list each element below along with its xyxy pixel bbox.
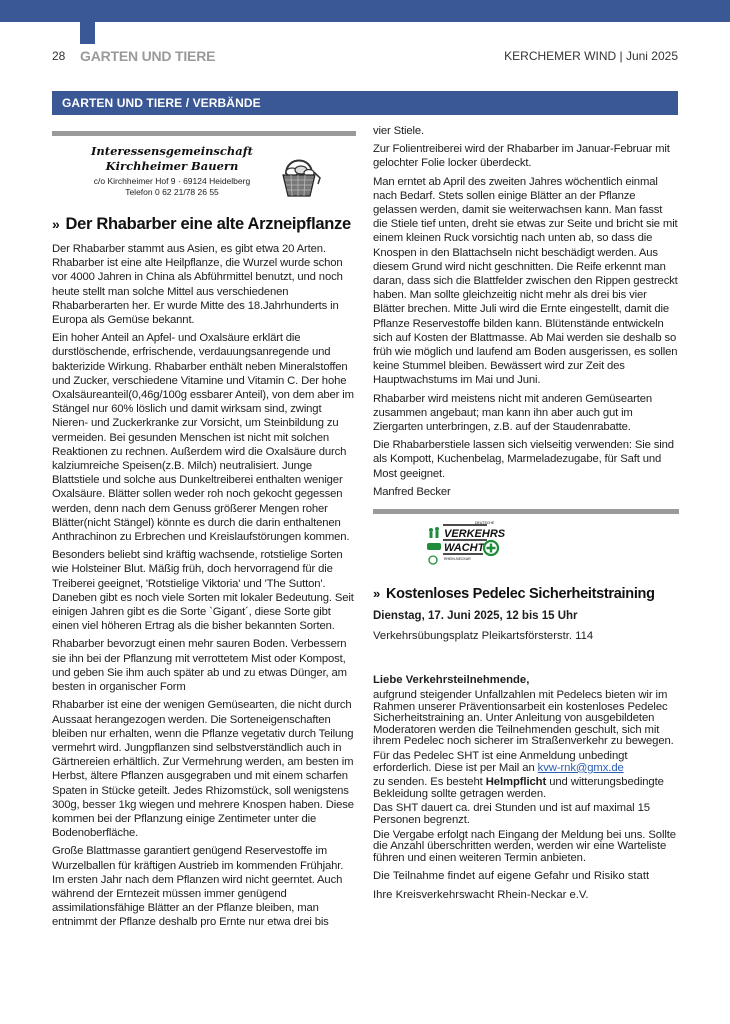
article-paragraph [373,751,679,774]
right-column [373,124,679,902]
ig-address: c/o Kirchheimer Hof 9 · 69124 Heidelberg [93,176,251,186]
email-link[interactable]: kvw-rnk@gmx.de [537,761,624,774]
ig-name-line2: Kirchheimer Bauern [105,159,239,173]
article-paragraph: Große Blattmasse garantiert genügend Reservestoffe im Wurzelballen für kräftigen Austrieb im kommenden Frühjahr. Im ersten Jahr nach dem Pflanzen wird nicht geerntet. Auch während der Erntezeit müssen immer genügend assimilationsfähige Blätter an der Pflanze bleiben, man entnimmt der Pflanze deshalb pro Ernte nur etwa drei bis [52,845,344,929]
basket-icon [274,150,324,200]
article-paragraph: Rhabarber wird meistens nicht mit anderen Gemüsearten zusammen angebaut; man kann ihn aber auch gut im Ziergarten unterbringen, z.B. auf der Staudenrabatte. [373,392,653,434]
page-number: 28 [52,49,66,63]
ig-name-line1: Interessensgemeinschaft [91,144,253,158]
verkehrswacht-logo-icon [425,520,505,572]
top-banner-tab [80,22,95,44]
ig-logo-block [52,144,356,214]
article-paragraph: aufgrund steigender Unfallzahlen mit Pedelecs bieten wir im Rahmen unserer Präventionsarbeit ein kostenloses Pedelec Sicherheitstraining an. Unter Anleitung von ausgebildeten Moderatoren werden die Teilnehmenden geschult, sich mit ihrem Pedelec noch sicherer im Straßenverkehr zu bewegen. [373,689,674,748]
section-bar-label: GARTEN UND TIERE / VERBÄNDE [62,96,261,110]
divider-rule [52,131,356,136]
svg-text:DEUTSCHE: DEUTSCHE [475,521,495,526]
paragraph-text: zu senden. Es besteht [373,776,486,789]
svg-text:WACHT: WACHT [444,542,485,555]
article-paragraph: Die Teilnahme findet auf eigene Gefahr und Risiko statt [373,870,650,883]
emphasis-text: Helmpflicht [485,776,547,789]
article-paragraph: Ein hoher Anteil an Apfel- und Oxalsäure erklärt die durstlöschende, erfrischende, verdauungsanregende und bakterizide Wirkung. Rhabarber enthält neben Mineralstoffen und Zucker, verschiedene Vitamine und Vitamin C. Der hohe Oxalsäureanteil(0,46g/100g essbarer Anteil), von dem aber im Stängel nur 60% löslich und damit wirksam sind, zwingt Nieren- und Zuckerkranke zur Vorsicht, um Steinbildung zu vermeiden. Bei gesunden Menschen ist nicht mit solchen Reaktionen zu rechnen. Außerdem wird die Oxalsäure durch kalziumreiche Speisen(z.B. Milch) neutralisiert. Junge Blattstiele und solche aus Dunkeltreiberei enthalten weniger Oxalsäure. Blätter sollen weder roh noch gekocht gegessen werden, denn nach dem Genuss größerer Mengen roher Blätter(nicht Stängel) könnte es durch die darin enthaltenen Anthrachinon zu Erbrechen und Kreislaufstörungen kommen. [52,332,354,544]
article-title-pedelec [373,585,679,603]
article-paragraph: Rhabarber ist eine der wenigen Gemüsearten, die nicht durch Aussaat herangezogen werden. Die Sorteneigenschaften bleiben nur erhalten, wenn die Pflanze vegetativ durch Teilung vermehrt wird. Jungpflanzen sind selbstverständlich auch in Gärtnereien erhältlich. Zur Vermehrung werden, am besten im Herbst, ältere Pflanzen ausgegraben und mit einem scharfen Spaten in Stücke geteilt. Jedes Rhizomstück, soll wenigstens 300g, besser 1kg wiegen und mehrere Knospen haben. Diese kommen bei der Pflanzung einige Zentimeter unter die Bodenoberfläche. [52,699,354,840]
title-text: Der Rhabarber eine alte Arzneipflanze [65,215,351,233]
article-paragraph: Rhabarber bevorzugt einen mehr sauren Boden. Verbessern sie ihn bei der Pflanzung mit verrottetem Mist oder Kompost, und geben Sie ihm auch später ab und zu etwas Dünger, am besten in organischer Form [52,638,347,694]
article-paragraph: Der Rhabarber stammt aus Asien, es gibt etwa 20 Arten. Rhabarber ist eine alte Heilpflanze, die Wurzel wurde schon vor 4000 Jahren in China als Abführmittel benutzt, und noch heute stellt man solche Mittel aus verschiedenen Rhabarberarten her. Er wurde Mitte des 18.Jahrhunderts in Europa als Gemüse bekannt. [52,243,343,327]
title-text: Kostenloses Pedelec Sicherheitstraining [385,586,655,603]
article-title-rhabarber [52,214,356,234]
article-paragraph: Die Rhabarberstiele lassen sich vielseitig verwenden: Sie sind als Kompott, Kuchenbelag, Marmeladezugabe, für Saft und Most geeignet. [373,439,674,480]
svg-text:RHEIN-NECKAR: RHEIN-NECKAR [444,557,471,562]
article-author: Manfred Becker [373,485,451,498]
section-bar [52,91,678,115]
ig-name [52,144,292,174]
title-marker: » [373,586,380,602]
divider-rule [373,509,679,514]
article-paragraph: Das SHT dauert ca. drei Stunden und ist auf maximal 15 Personen begrenzt. [373,802,650,827]
publication-label: KERCHEMER WIND | Juni 2025 [504,49,678,63]
event-date: Dienstag, 17. Juni 2025, 12 bis 15 Uhr [373,610,578,623]
ig-contact [52,176,292,198]
article-paragraph: Man erntet ab April des zweiten Jahres wöchentlich einmal nach Bedarf. Stets sollen einige Blätter an der Pflanze gelassen werden, damit sie weiterwachsen kann. Man fasst die Stiele tief unten, dreht sie etwas zur Seite und bricht sie mit einem kleinen Ruck vorsichtig nach unten ab, so dass die Knospen in den Blattachseln nicht beschädigt werden. Aus diesem Grund wird nicht geschnitten. Die Reife erkennt man daran, dass sich die Blattfelder zwischen den Rippen gestreckt haben. Man sollte gleichzeitig nicht mehr als drei bis vier Blätter brechen. Mitte Juli wird die Ernte eingestellt, damit die Pflanze Reservestoffe bilden kann. Blütenstände entwickeln sich auf Kosten der Blattmasse. Ab Mai werden sie deshalb so früh wie möglich und laufend am Boden ausgerissen, es sollen keine Stummel bleiben. Bewässert wird zur Zeit des Hauptwachstums im Mai und Juni. [373,175,678,387]
ig-phone: Telefon 0 62 21/78 26 55 [125,187,219,197]
article-paragraph: Zur Folientreiberei wird der Rhabarber im Januar-Februar mit gelochter Folie locker überdeckt. [373,143,670,170]
section-label: GARTEN UND TIERE [80,48,216,64]
article-paragraph: vier Stiele. [373,125,424,137]
paragraph-text: und witterungsbedingte Bekleidung sollte getragen werden. [373,776,664,800]
article-paragraph [373,777,679,800]
page-header [52,47,678,67]
top-banner-bar [0,0,730,22]
title-marker: » [52,216,60,232]
article-paragraph: Die Vergabe erfolgt nach Eingang der Meldung bei uns. Sollte die Anzahl überschritten werden, werden wir eine Warteliste führen und einen weiteren Termin anbieten. [373,828,676,864]
greeting: Liebe Verkehrsteilnehmende, [373,674,530,687]
left-column [52,131,356,930]
signature: Ihre Kreisverkehrswacht Rhein-Neckar e.V. [373,889,589,902]
event-place: Verkehrsübungsplatz Pleikartsförsterstr. 114 [373,630,594,643]
paragraph-text: Für das Pedelec SHT ist eine Anmeldung unbedingt erforderlich. Diese ist per Mail an [373,750,628,774]
article-paragraph: Besonders beliebt sind kräftig wachsende, rotstielige Sorten wie Holsteiner Blut. Mäßig früh, doch hervorragend für die Treiberei geeignet, 'Rotstielige Viktoria' und 'The Sutton'. Daneben gibt es noch viele Sorten mit lokaler Bedeutung. Seit einigen Jahren gibt es die Sorte `Gigant´, diese Sorte gibt einen viel höheren Ertrag als die bisher bekannten Sorten. [52,549,354,633]
svg-text:VERKEHRS: VERKEHRS [444,528,505,541]
